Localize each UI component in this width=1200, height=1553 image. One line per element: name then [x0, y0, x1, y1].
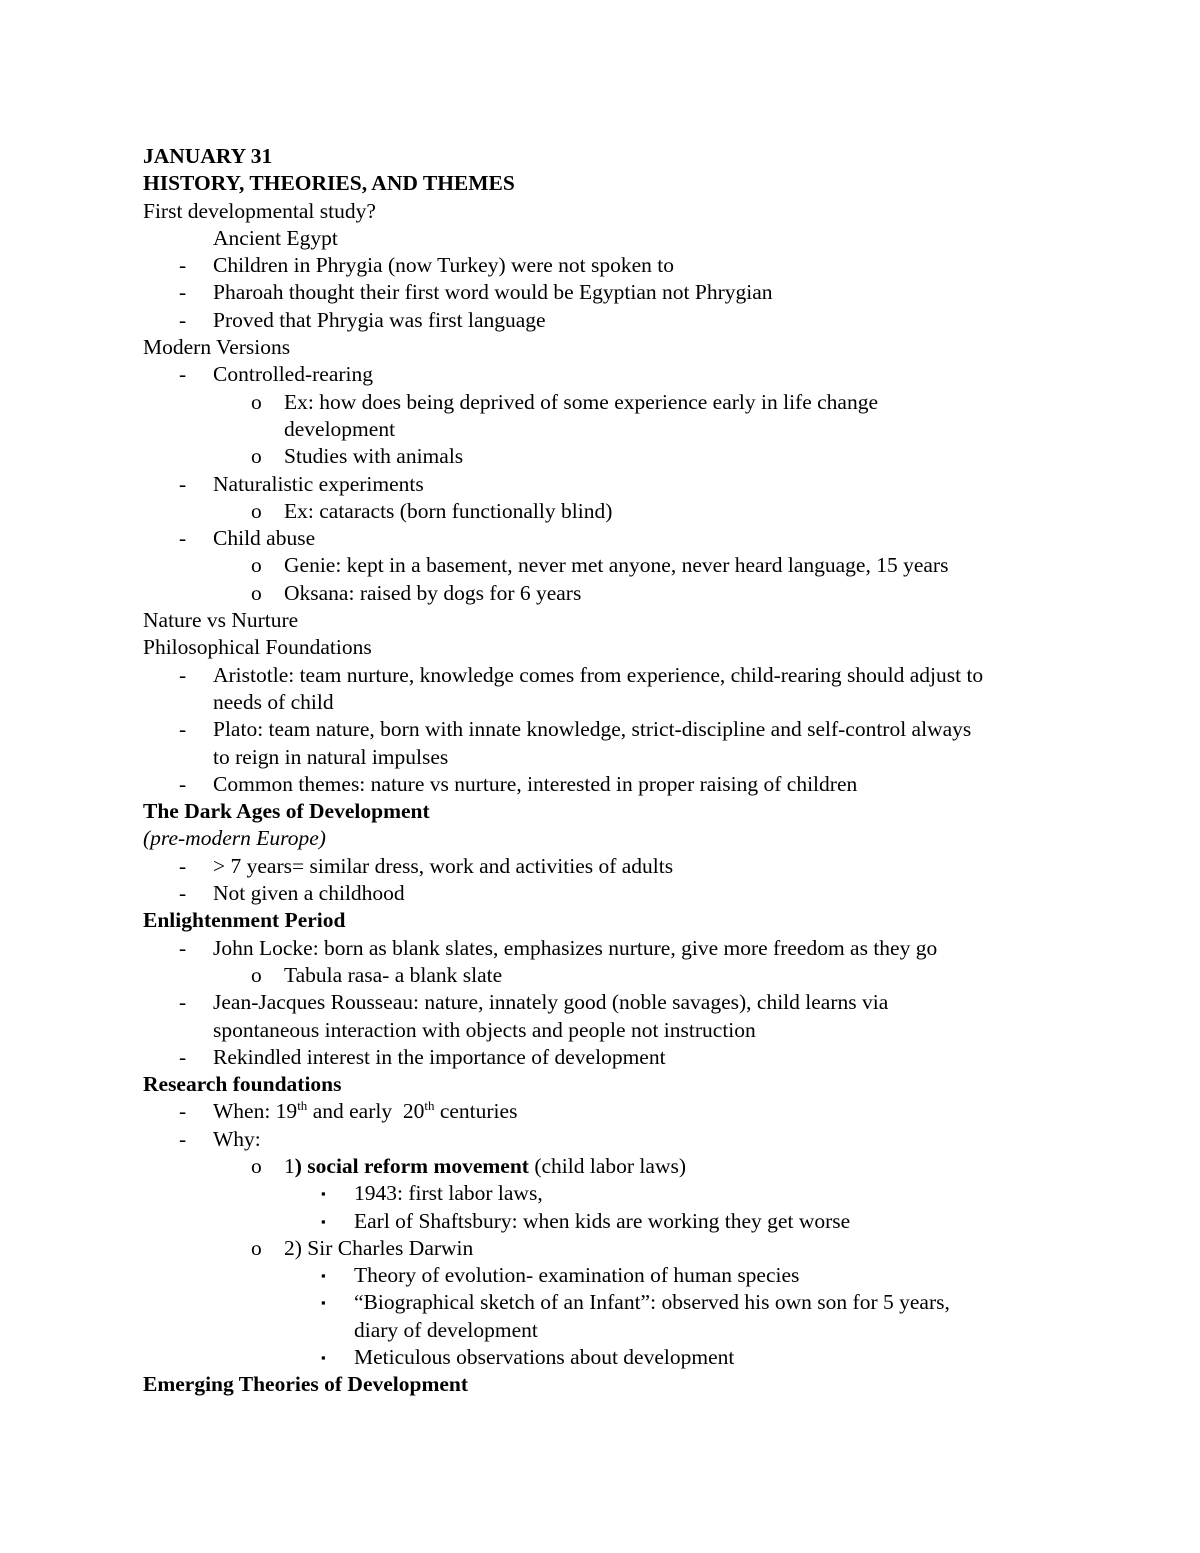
- sub-list-item: o Studies with animals: [143, 443, 1103, 470]
- research-heading: Research foundations: [143, 1072, 342, 1097]
- list-item-continuation: spontaneous interaction with objects and people not instruction: [213, 1017, 756, 1042]
- dash-bullet: -: [179, 662, 187, 687]
- emerging-heading: Emerging Theories of Development: [143, 1372, 469, 1397]
- modern-heading: Modern Versions: [143, 335, 291, 360]
- circle-bullet: o: [251, 1235, 262, 1260]
- dash-bullet: -: [179, 990, 187, 1015]
- sub-list-item: o 2) Sir Charles Darwin: [143, 1235, 1103, 1262]
- first-study-question: First developmental study?: [143, 198, 376, 223]
- dash-bullet: -: [179, 853, 187, 878]
- dash-bullet: -: [179, 881, 187, 906]
- sub-list-item-continuation: development: [284, 416, 396, 441]
- square-bullet-icon: ▪: [321, 1295, 326, 1311]
- list-item: - John Locke: born as blank slates, emphasizes nurture, give more freedom as they go: [143, 935, 1103, 962]
- list-item: - Proved that Phrygia was first language: [143, 307, 1103, 334]
- dash-bullet: -: [179, 362, 187, 387]
- sub-sub-list-item: ▪ Theory of evolution- examination of human species: [143, 1262, 1103, 1289]
- list-item: - Why:: [143, 1126, 1103, 1153]
- dash-bullet: -: [179, 717, 187, 742]
- page-title: HISTORY, THEORIES, AND THEMES: [143, 171, 515, 196]
- sub-sub-list-item: ▪ 1943: first labor laws,: [143, 1180, 1103, 1207]
- circle-bullet: o: [251, 580, 262, 605]
- list-item: - Jean-Jacques Rousseau: nature, innately good (noble savages), child learns via: [143, 989, 1103, 1016]
- sub-list-item: o Ex: how does being deprived of some experience early in life change: [143, 389, 1103, 416]
- list-item-continuation: to reign in natural impulses: [213, 744, 449, 769]
- circle-bullet: o: [251, 1153, 262, 1178]
- circle-bullet: o: [251, 498, 262, 523]
- list-item: - Common themes: nature vs nurture, interested in proper raising of children: [143, 771, 1103, 798]
- list-item: - Naturalistic experiments: [143, 471, 1103, 498]
- list-item-continuation: needs of child: [213, 689, 334, 714]
- list-item: - Children in Phrygia (now Turkey) were not spoken to: [143, 252, 1103, 279]
- sub-list-item: o Genie: kept in a basement, never met anyone, never heard language, 15 years: [143, 552, 1103, 579]
- sub-sub-list-item: ▪ Meticulous observations about development: [143, 1344, 1103, 1371]
- square-bullet-icon: ▪: [321, 1213, 326, 1229]
- philosophical-heading: Philosophical Foundations: [143, 635, 372, 660]
- document-page: [143, 143, 1103, 1399]
- dark-ages-heading: The Dark Ages of Development: [143, 799, 430, 824]
- dark-ages-subheading: (pre-modern Europe): [143, 826, 326, 851]
- sub-sub-list-item-continuation: diary of development: [354, 1317, 538, 1342]
- sub-list-item: o 1) social reform movement (child labor laws): [143, 1153, 1103, 1180]
- dash-bullet: -: [179, 1044, 187, 1069]
- circle-bullet: o: [251, 389, 262, 414]
- first-study-sub: Ancient Egypt: [213, 225, 338, 250]
- dash-bullet: -: [179, 471, 187, 496]
- dash-bullet: -: [179, 280, 187, 305]
- sub-sub-list-item: ▪ “Biographical sketch of an Infant”: observed his own son for 5 years,: [143, 1289, 1103, 1316]
- dash-bullet: -: [179, 771, 187, 796]
- dash-bullet: -: [179, 1099, 187, 1124]
- square-bullet-icon: ▪: [321, 1186, 326, 1202]
- list-item: - Plato: team nature, born with innate knowledge, strict-discipline and self-control always: [143, 716, 1103, 743]
- date-heading: JANUARY 31: [143, 144, 273, 168]
- sub-list-item: o Tabula rasa- a blank slate: [143, 962, 1103, 989]
- dash-bullet: -: [179, 1126, 187, 1151]
- circle-bullet: o: [251, 553, 262, 578]
- dash-bullet: -: [179, 253, 187, 278]
- sub-list-item: o Ex: cataracts (born functionally blind): [143, 498, 1103, 525]
- list-item: - Pharoah thought their first word would be Egyptian not Phrygian: [143, 279, 1103, 306]
- nature-nurture-heading: Nature vs Nurture: [143, 608, 299, 633]
- list-item: - Rekindled interest in the importance of development: [143, 1044, 1103, 1071]
- circle-bullet: o: [251, 962, 262, 987]
- sub-list-item: o Oksana: raised by dogs for 6 years: [143, 580, 1103, 607]
- circle-bullet: o: [251, 444, 262, 469]
- list-item: - Aristotle: team nurture, knowledge comes from experience, child-rearing should adjust to: [143, 662, 1103, 689]
- enlightenment-heading: Enlightenment Period: [143, 908, 346, 933]
- dash-bullet: -: [179, 526, 187, 551]
- square-bullet-icon: ▪: [321, 1350, 326, 1366]
- sub-sub-list-item: ▪ Earl of Shaftsbury: when kids are working they get worse: [143, 1208, 1103, 1235]
- list-item: - > 7 years= similar dress, work and activities of adults: [143, 853, 1103, 880]
- list-item: - Child abuse: [143, 525, 1103, 552]
- dash-bullet: -: [179, 935, 187, 960]
- square-bullet-icon: ▪: [321, 1268, 326, 1284]
- list-item: - When: 19th and early 20th centuries: [143, 1098, 1103, 1125]
- list-item: - Not given a childhood: [143, 880, 1103, 907]
- list-item: - Controlled-rearing: [143, 361, 1103, 388]
- dash-bullet: -: [179, 307, 187, 332]
